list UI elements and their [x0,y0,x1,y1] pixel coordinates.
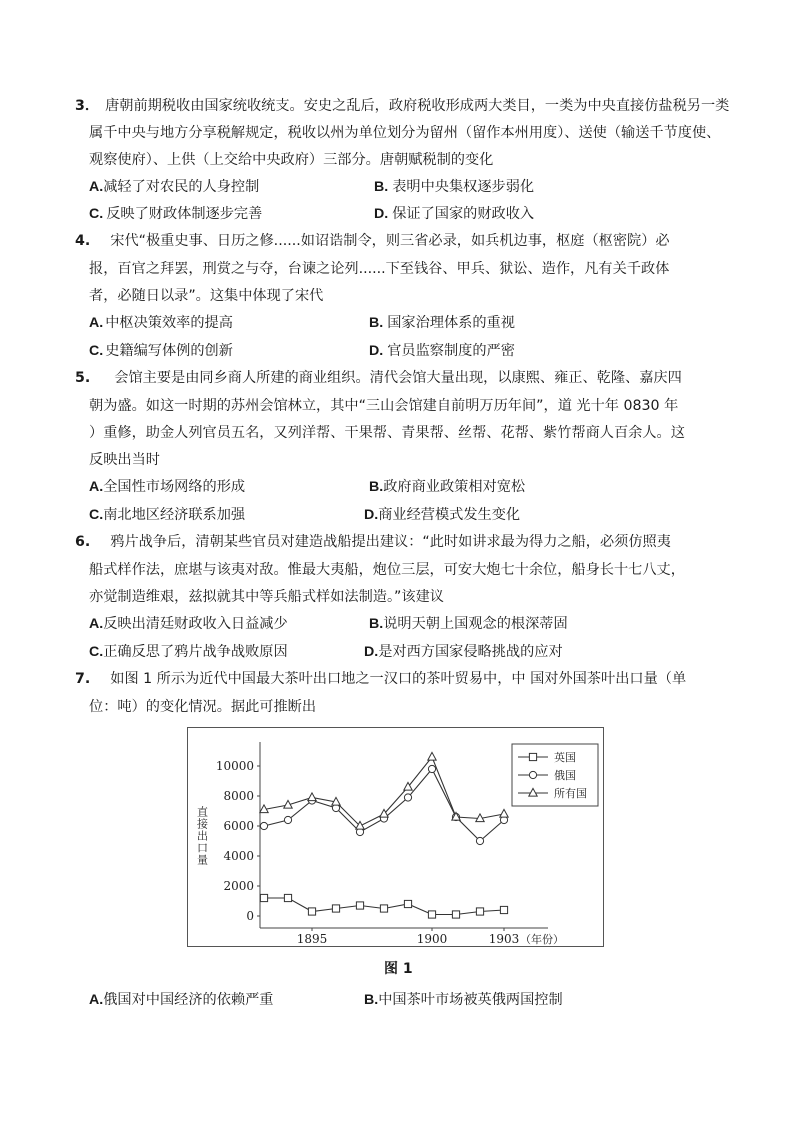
question-3-line-1 [75,96,729,116]
question-5-line-3: ）重修，助金人列官员五名，又列洋帮、干果帮、青果帮、丝帮、花帮、紫竹帮商人百余人。这 [89,425,685,441]
legend-label: 俄国 [554,769,576,782]
option-letter: C. [89,507,104,523]
question-5-option-c[interactable] [89,505,245,525]
question-3-number: 3． [75,98,100,114]
option-letter: A. [89,479,104,495]
option-text: 商业经营模式发生变化 [378,507,521,523]
series-line-circle [264,769,504,841]
option-letter: A. [89,315,104,331]
option-text: 正确反思了鸦片战争战败原因 [103,644,288,660]
y-tick-label: 10000 [215,759,254,773]
chart-svg [188,728,603,946]
option-letter: C. [89,206,104,222]
question-6-option-d[interactable] [364,642,563,662]
question-3-option-a[interactable] [89,177,259,197]
question-4-number: 4. [75,233,91,249]
question-3-option-b[interactable] [374,177,534,197]
question-3-line-3: 观察使府）、上供（上交给中央政府）三部分。唐朝赋税制的变化 [89,152,494,168]
question-5-option-d[interactable] [364,505,520,525]
question-6-option-c[interactable] [89,642,288,662]
question-5-line-4: 反映出当时 [89,452,160,468]
option-letter: D. [364,644,379,660]
y-tick-label: 4000 [223,849,254,863]
data-point-triangle [428,752,436,760]
data-point-circle [260,822,267,829]
data-point-circle [284,816,291,823]
option-text: 减轻了对农民的人身控制 [103,179,260,195]
option-letter: A. [89,616,104,632]
question-3-option-d[interactable] [374,204,534,224]
question-4-line-1 [75,231,670,251]
legend-marker [529,771,536,778]
question-5-line-2: 朝为盛。如这一时期的苏州会馆林立，其中“三山会馆建自前明万历年间”，道 光十年 0830 年 [89,398,679,414]
data-point-circle [476,837,483,844]
option-text: 是对西方国家侵略挑战的应对 [378,644,563,660]
option-text: 全国性市场网络的形成 [103,479,246,495]
option-letter: D. [369,343,384,359]
option-letter: B. [369,616,384,632]
question-4-option-d[interactable] [369,341,515,361]
y-tick-label: 0 [246,909,254,923]
data-point-square [476,908,483,915]
y-tick-label: 2000 [223,879,254,893]
question-4-option-a[interactable] [89,313,233,333]
question-7-option-a[interactable] [89,990,273,1010]
x-tick-label: 1900 [416,932,448,946]
question-6-line-2: 船式样作法，庶堪与该夷对敌。惟最大夷船，炮位三层，可安大炮七十余位，船身长十七八丈， [89,562,685,578]
question-6-text: 鸦片战争后，清朝某些官员对建造战船提出建议：“此时如讲求最为得力之船，必须仿照夷 [110,534,671,550]
option-text: 国家治理体系的重视 [387,315,515,331]
option-letter: B. [374,179,389,195]
question-4-line-2: 报，百官之拜罢，刑赏之与夺，台谏之论列......下至钱谷、甲兵、狱讼、造作，凡有关千政体 [89,261,670,277]
option-text: 表明中央集权逐步弱化 [392,179,535,195]
question-4-option-b[interactable] [369,313,515,333]
data-point-square [332,905,339,912]
option-letter: A. [89,992,104,1008]
question-5-option-a[interactable] [89,477,245,497]
question-4-text: 宋代“极重史事、日历之修......如诏诰制令，则三省必录，如兵机边事，枢庭（枢密院）必 [110,233,670,249]
data-point-square [428,911,435,918]
question-5-line-1 [75,368,682,388]
option-letter: C. [89,644,104,660]
option-text: 反映出清廷财政收入日益减少 [103,616,288,632]
question-7-text: 如图 1 所示为近代中国最大茶叶出口地之一汉口的茶叶贸易中，中 国对外国茶叶出口量（单 [110,671,687,687]
option-text: 政府商业政策相对宽松 [383,479,526,495]
question-4-line-3: 者，必随日以录”。这集中体现了宋代 [89,288,324,304]
option-text: 史籍编写体例的创新 [105,343,233,359]
question-5-number: 5. [75,370,91,386]
option-letter: B. [369,479,384,495]
figure-caption: 图 1 [384,961,413,977]
question-7-line-1 [75,669,686,689]
question-3-text: 唐朝前期税收由国家统收统支。安史之乱后，政府税收形成两大类目，一类为中央直接仿盐税另一类 [105,98,730,114]
data-point-triangle [308,793,316,801]
x-axis-label: （年份） [520,933,564,946]
question-6-option-a[interactable] [89,614,288,634]
question-6-line-1 [75,532,671,552]
legend-label: 所有国 [554,787,587,800]
question-4-option-c[interactable] [89,341,233,361]
data-point-square [404,900,411,907]
option-text: 反映了财政体制逐步完善 [106,206,263,222]
option-text: 中国茶叶市场被英俄两国控制 [378,992,563,1008]
option-text: 俄国对中国经济的依赖严重 [103,992,274,1008]
question-5-text: 会馆主要是由同乡商人所建的商业组织。清代会馆大量出现，以康熙、雍正、乾隆、嘉庆四 [114,370,682,386]
data-point-square [452,911,459,918]
option-letter: D. [374,206,389,222]
data-point-square [284,894,291,901]
data-point-circle [428,765,435,772]
data-point-triangle [500,809,508,817]
option-letter: B. [369,315,384,331]
question-7-option-b[interactable] [364,990,563,1010]
y-tick-label: 6000 [223,819,254,833]
legend-label: 英国 [554,751,576,764]
option-text: 官员监察制度的严密 [387,343,515,359]
option-text: 南北地区经济联系加强 [103,507,246,523]
data-point-square [380,905,387,912]
option-text: 说明天朝上国观念的根深蒂固 [383,616,568,632]
y-tick-label: 8000 [223,789,254,803]
question-6-option-b[interactable] [369,614,568,634]
x-tick-label: 1895 [296,932,328,946]
option-letter: C. [89,343,104,359]
legend-marker [529,753,536,760]
x-tick-label: 1903 [488,932,520,946]
y-axis-label: 直接出口量 [195,806,209,866]
data-point-circle [404,794,411,801]
data-point-square [500,906,507,913]
option-text: 保证了国家的财政收入 [392,206,535,222]
option-letter: A. [89,179,104,195]
question-3-option-c[interactable] [89,204,262,224]
question-7-line-2: 位：吨）的变化情况。据此可推断出 [89,699,317,715]
data-point-square [308,908,315,915]
question-3-line-2: 属千中央与地方分享税解规定，税收以州为单位划分为留州（留作本州用度）、送使（输送千节度使、 [89,125,721,141]
option-text: 中枢决策效率的提高 [105,315,233,331]
option-letter: B. [364,992,379,1008]
figure-1-chart [187,727,604,947]
question-6-line-3: 亦觉制造维艰，兹拟就其中等兵船式样如法制造。”该建议 [89,589,444,605]
option-letter: D. [364,507,379,523]
question-7-number: 7. [75,671,91,687]
data-point-square [356,902,363,909]
data-point-square [260,894,267,901]
question-6-number: 6. [75,534,91,550]
question-5-option-b[interactable] [369,477,525,497]
